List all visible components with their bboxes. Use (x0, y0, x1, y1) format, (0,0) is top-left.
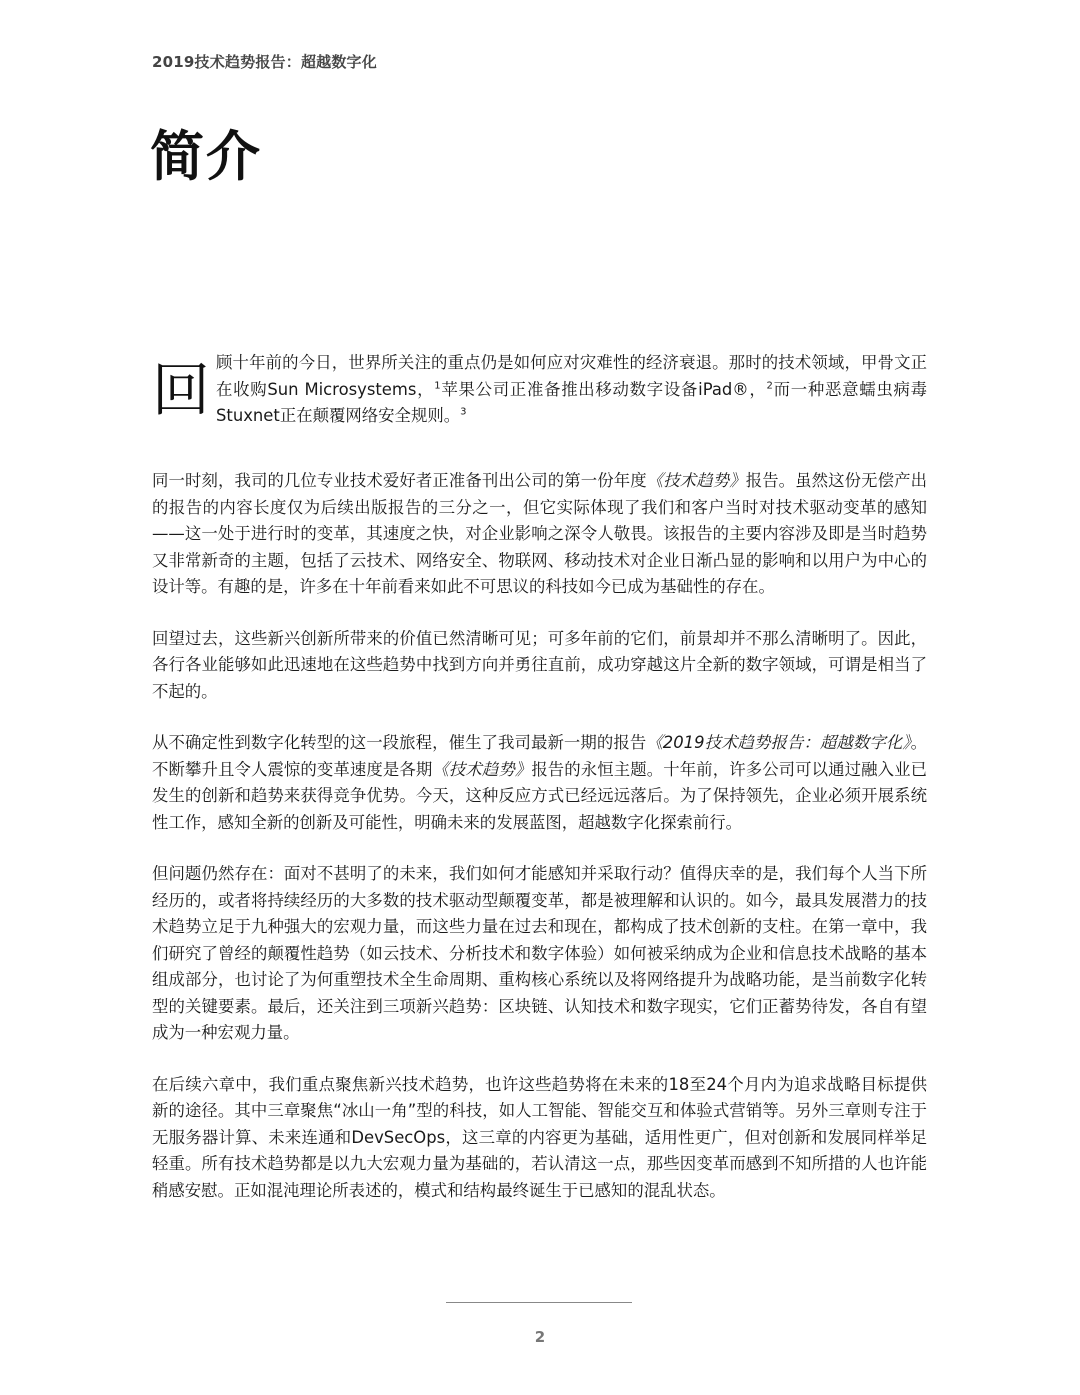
lead-paragraph (152, 350, 927, 430)
main-content (152, 350, 927, 1229)
p1-italic-title: 《技术趋势》 (646, 471, 746, 490)
footer-rule (446, 1302, 632, 1303)
p3-italic-title-2: 《技术趋势》 (432, 759, 532, 779)
p1-text-a: 同一时刻，我司的几位专业技术爱好者正准备刊出公司的第一份年度 (152, 471, 647, 490)
p3-text-a: 从不确定性到数字化转型的这一段旅程，催生了我司最新一期的报告 (152, 733, 647, 752)
lead-line-2a: 文正在收购Sun Microsystems， (216, 353, 928, 399)
drop-cap-text: 回 (152, 356, 211, 424)
body-paragraph-5: 在后续六章中，我们重点聚焦新兴技术趋势，也许这些趋势将在未来的18至24个月内为追求战略目标提供新的途径。其中三章聚焦“冰山一角”型的科技，如人工智能、智能交互和体验式营销等。另外三章则专注于无服务器计算、未来连通和DevSecOps，这三章的内容更为基础，适用性更广，但对创新和发展同样举足轻重。所有技术趋势都是以九大宏观力量为基础的，若认清这一点，那些因变革而感到不知所措的人也许能稍感安慰。正如混沌理论所表述的，模式和结构最终诞生于已感知的混乱状态。 (152, 1074, 927, 1200)
page-title: 简介 (150, 125, 262, 188)
lead-text (216, 350, 927, 430)
footnote-ref-3: 3 (460, 406, 467, 418)
p3-text-b: 。不断攀升且令人震惊的变革速度是各期 (152, 733, 928, 779)
lead-line-2c: 而一种恶意蠕虫病 (772, 379, 911, 399)
p1-text-b: 报告。虽然这份无偿产出的报告的内容长度仅为后续出版报告的三分之一，但它实际体现了我们和客户当时对技术驱动变革的感知——这一处于进行时的变革，其速度之快，对企业影响之深令人敬畏。该报告的主要内容涉及即是当时趋势又非常新奇的主题，包括了云技术、网络安全、物联网、移动技术对企业日渐凸显的影响和以用户为中心的设计等。有趣的是，许多在十年前看来如此不可思议的科技如今已成为基础性的存在。 (152, 471, 928, 596)
drop-cap (152, 356, 211, 424)
p3-italic-title-1: 《2019技术趋势报告：超越数字化》 (646, 733, 911, 752)
body-paragraph-1 (152, 468, 927, 601)
body-paragraph-4: 但问题仍然存在：面对不甚明了的未来，我们如何才能感知并采取行动？值得庆幸的是，我们每个人当下所经历的，或者将持续经历的大多数的技术驱动型颠覆变革，都是被理解和认识的。如今，最具发展潜力的技术趋势立足于九种强大的宏观力量，而这些力量在过去和现在，都构成了技术创新的支柱。在第一章中，我们研究了曾经的颠覆性趋势（如云技术、分析技术和数字体验）如何被采纳成为企业和信息技术战略的基本组成部分，也讨论了为何重塑技术全生命周期、重构核心系统以及将网络提升为战略功能，是当前数字化转型的关键要素。最后，还关注到三项新兴趋势：区块链、认知技术和数字现实，它们正蓄势待发，各自有望成为一种宏观力量。 (152, 864, 927, 1042)
footnote-ref-1: 1 (434, 380, 441, 392)
p3-text-c: 报告的永恒主题。十年前，许多公司可以通过融入业已发生的创新和趋势来获得竞争优势。今天，这种反应方式已经远远落后。为了保持领先，企业必须开展系统性工作，感知全新的创新及可能性，明确未来的发展蓝图，超越数字化探索前行。 (152, 759, 928, 832)
lead-line-1: 顾十年前的今日，世界所关注的重点仍是如何应对灾难性的经济衰退。那时的技术领域，甲骨 (216, 353, 895, 372)
footnote-ref-2: 2 (766, 380, 773, 392)
body-paragraph-2: 回望过去，这些新兴创新所带来的价值已然清晰可见；可多年前的它们，前景却并不那么清晰明了。因此，各行各业能够如此迅速地在这些趋势中找到方向并勇往直前，成功穿越这片全新的数字领域，可谓是相当了不起的。 (152, 628, 927, 701)
page-number: 2 (534, 1328, 546, 1346)
lead-line-2b: 苹果公司正准备推出移动数字设备iPad®， (440, 379, 767, 399)
running-header: 2019技术趋势报告：超越数字化 (152, 53, 377, 71)
body-paragraph-3 (152, 730, 927, 836)
lead-line-3: 毒Stuxnet正在颠覆网络安全规则。 (216, 379, 927, 425)
